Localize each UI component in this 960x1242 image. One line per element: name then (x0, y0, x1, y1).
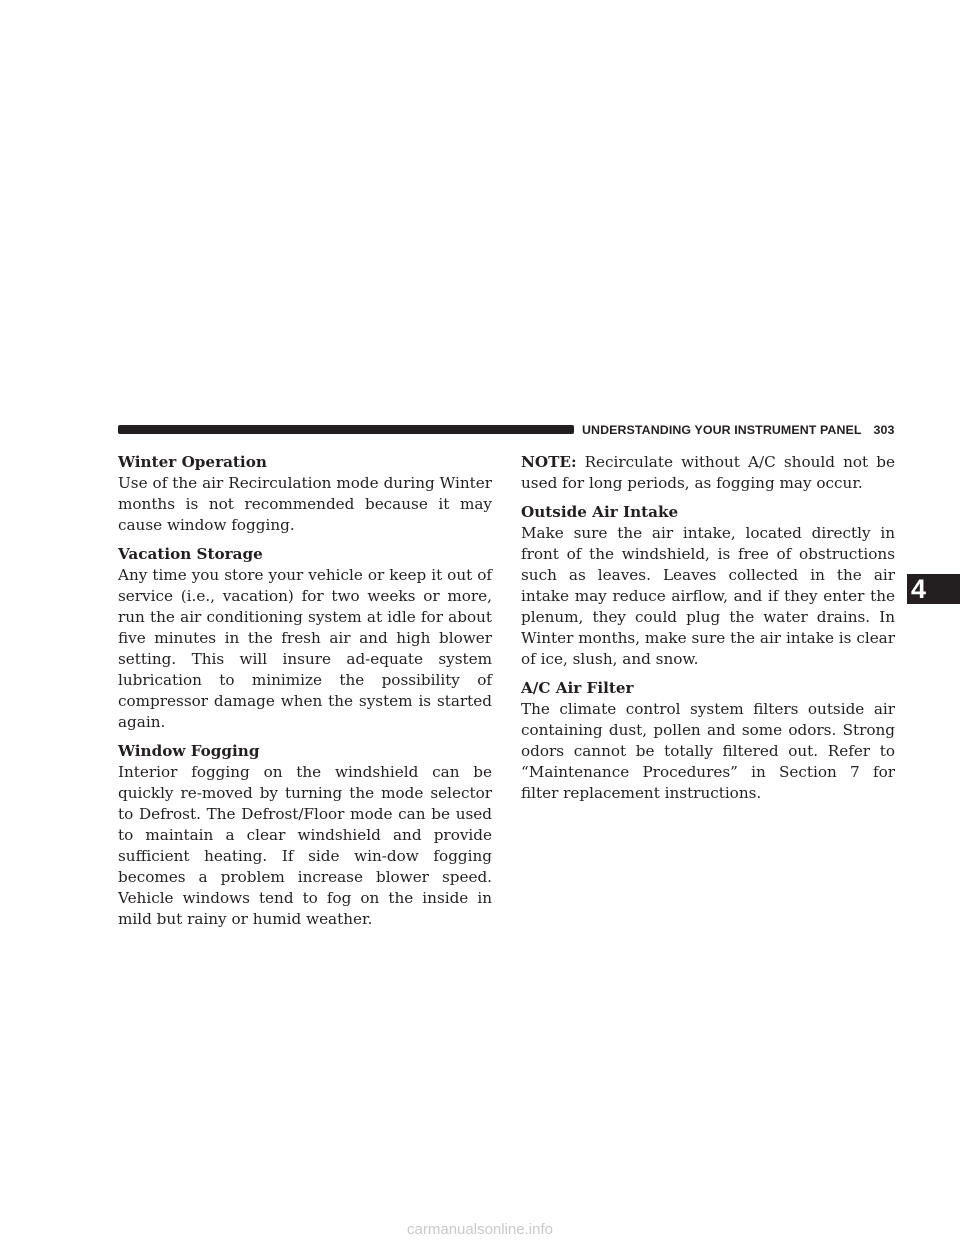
page-number: 303 (873, 423, 895, 437)
section-ac-air-filter (521, 678, 895, 804)
section-heading: Vacation Storage (118, 545, 263, 563)
header-rule (118, 425, 574, 434)
section-heading: Outside Air Intake (521, 503, 679, 521)
note-label: NOTE: (521, 453, 577, 471)
section-body: Interior fogging on the windshield can be quickly re-moved by turning the mode selector to Defrost. The Defrost/Floor mode can be used to maintain a clear windshield and provide sufficient heating. If side win-dow fogging becomes a problem increase blower speed. Vehicle windows tend to fog on the inside in mild but rainy or humid weather. (118, 763, 492, 928)
section-body: The climate control system filters outside air containing dust, pollen and some odors. Strong odors cannot be totally filtered out. Refer to “Maintenance Procedures” in Section 7 for filter replacement instructions. (521, 700, 895, 802)
section-body: Any time you store your vehicle or keep it out of service (i.e., vacation) for two weeks or more, run the air conditioning system at idle for about five minutes in the fresh air and high blower setting. This will insure ad-equate system lubrication to minimize the possibility of compressor damage when the system is started again. (118, 566, 492, 731)
right-column (521, 452, 895, 812)
running-header (582, 423, 895, 437)
section-outside-air-intake (521, 502, 895, 670)
section-title: UNDERSTANDING YOUR INSTRUMENT PANEL (582, 423, 862, 437)
section-window-fogging (118, 741, 492, 930)
note-block (521, 452, 895, 494)
section-vacation-storage (118, 544, 492, 733)
note-text: Recirculate without A/C should not be used for long periods, as fogging may occur. (521, 453, 895, 492)
section-heading: Winter Operation (118, 453, 267, 471)
section-body: Use of the air Recirculation mode during Winter months is not recommended because it may cause window fogging. (118, 474, 492, 534)
section-winter-operation (118, 452, 492, 536)
section-heading: Window Fogging (118, 742, 260, 760)
watermark: carmanualsonline.info (407, 1221, 553, 1238)
section-heading: A/C Air Filter (521, 679, 634, 697)
left-column (118, 452, 492, 938)
section-body: Make sure the air intake, located directly in front of the windshield, is free of obstructions such as leaves. Leaves collected in the air intake may reduce airflow, and if they enter the plenum, they could plug the water drains. In Winter months, make sure the air intake is clear of ice, slush, and snow. (521, 524, 895, 668)
chapter-tab: 4 (907, 574, 960, 604)
